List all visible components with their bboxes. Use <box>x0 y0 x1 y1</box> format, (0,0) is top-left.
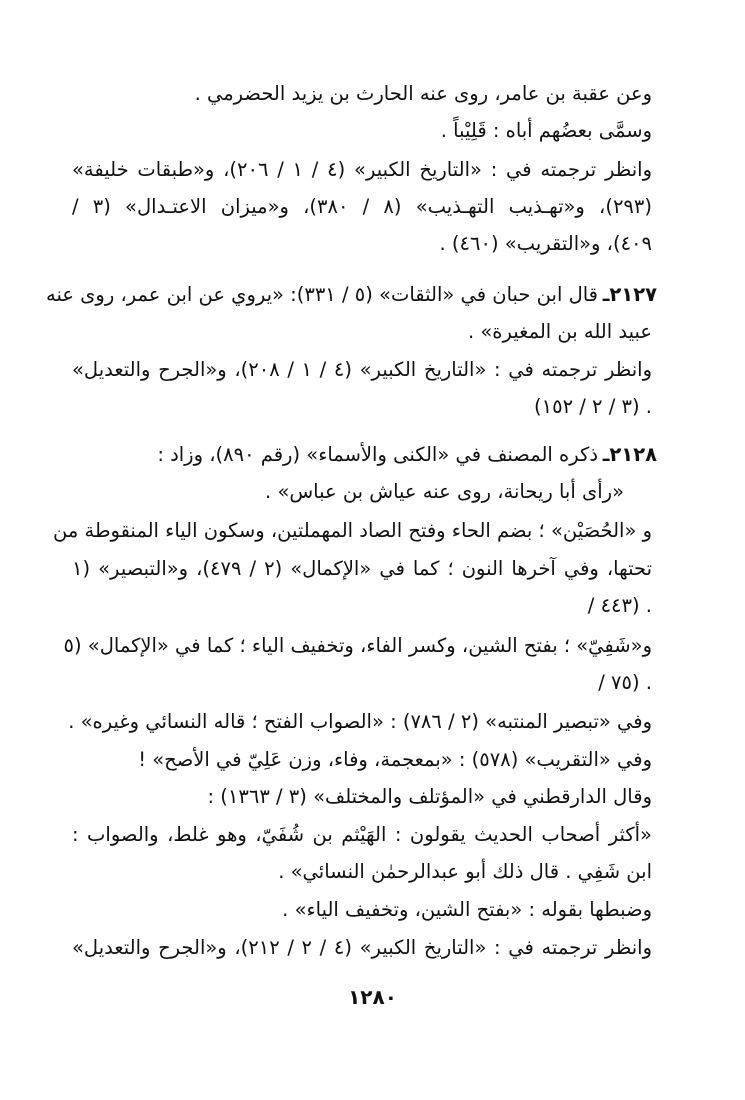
text-line: (٣ / ٢ / ١٥٢) . <box>534 395 652 418</box>
text-line: / ٤٤٣) . <box>587 594 652 617</box>
text-line: وفي «تبصير المنتبه» (٢ / ٧٨٦) : «الصواب الفتح ؛ قاله النسائي وغيره» . <box>68 710 652 733</box>
entry-2126-continuation <box>72 72 652 262</box>
text-line: / ٧٥) . <box>598 671 652 694</box>
text-line: «أكثر أصحاب الحديث يقولون : الهَيْثم بن شُفَيّ، وهو غلط، والصواب : <box>72 823 652 846</box>
text-line: وانظر ترجمته في : «التاريخ الكبير» (٤ / ١ / ٢٠٦)، و«طبقات خليفة» <box>72 158 653 181</box>
text-line: (٢٩٣)، و«تهـذيب التهـذيب» (٨ / ٣٨٠)، و«ميزان الاعتـدال» (٣ / <box>72 195 652 218</box>
page-number: ١٢٨٠ <box>348 985 397 1009</box>
text-line: و «الحُصَيْن» ؛ بضم الحاء وفتح الصاد المهملتين، وسكون الياء المنقوطة من <box>53 519 652 542</box>
text-line: وسمَّى بعضُهم أباه : قَلِيْباً . <box>440 119 652 142</box>
text-line: قال ابن حبان في «الثقات» (٥ / ٣٣١): «يروي عن ابن عمر، روى عنه <box>45 283 598 306</box>
text-line: «رأى أبا ريحانة، روى عنه عياش بن عباس» . <box>265 480 624 503</box>
entry-2128 <box>157 433 598 473</box>
text-line: وقال الدارقطني في «المؤتلف والمختلف» (٣ / ١٣٦٣) : <box>207 785 652 808</box>
entry-number-2127: ٢١٢٧ـ <box>602 283 657 306</box>
text-line: تحتها، وفي آخرها النون ؛ كما في «الإكمال» (٢ / ٤٧٩)، و«التبصير» (١ <box>72 557 652 580</box>
text-line: عبيد الله بن المغيرة» . <box>467 320 652 343</box>
text-line: و«شَفِيّ» ؛ بفتح الشين، وكسر الفاء، وتخفيف الياء ؛ كما في «الإكمال» (٥ <box>63 634 652 657</box>
text-line: وانظر ترجمته في : «التاريخ الكبير» (٤ / ١ / ٢٠٨)، و«الجرح والتعديل» <box>72 358 652 381</box>
text-line: ذكره المصنف في «الكنى والأسماء» (رقم ٨٩٠)، وزاد : <box>157 443 598 466</box>
text-line: وضبطها بقوله : «بفتح الشين، وتخفيف الياء» . <box>282 898 652 921</box>
entry-2127-body <box>72 310 652 430</box>
entry-2128-body <box>53 470 652 980</box>
text-line: وعن عقبة بن عامر، روى عنه الحارث بن يزيد الحضرمي . <box>194 82 652 105</box>
text-line: ٤٠٩)، و«التقريب» (٤٦٠) . <box>439 232 652 255</box>
text-line: وفي «التقريب» (٥٧٨) : «بمعجمة، وفاء، وزن عَلِيّ في الأصح» ! <box>138 748 652 771</box>
text-line: وانظر ترجمته في : «التاريخ الكبير» (٤ / ٢ / ٢١٢)، و«الجرح والتعديل» <box>72 936 652 959</box>
text-line: ابن شَفِي . قال ذلك أبو عبدالرحمٰن النسائي» . <box>278 860 652 883</box>
entry-number-2128: ٢١٢٨ـ <box>602 443 657 466</box>
